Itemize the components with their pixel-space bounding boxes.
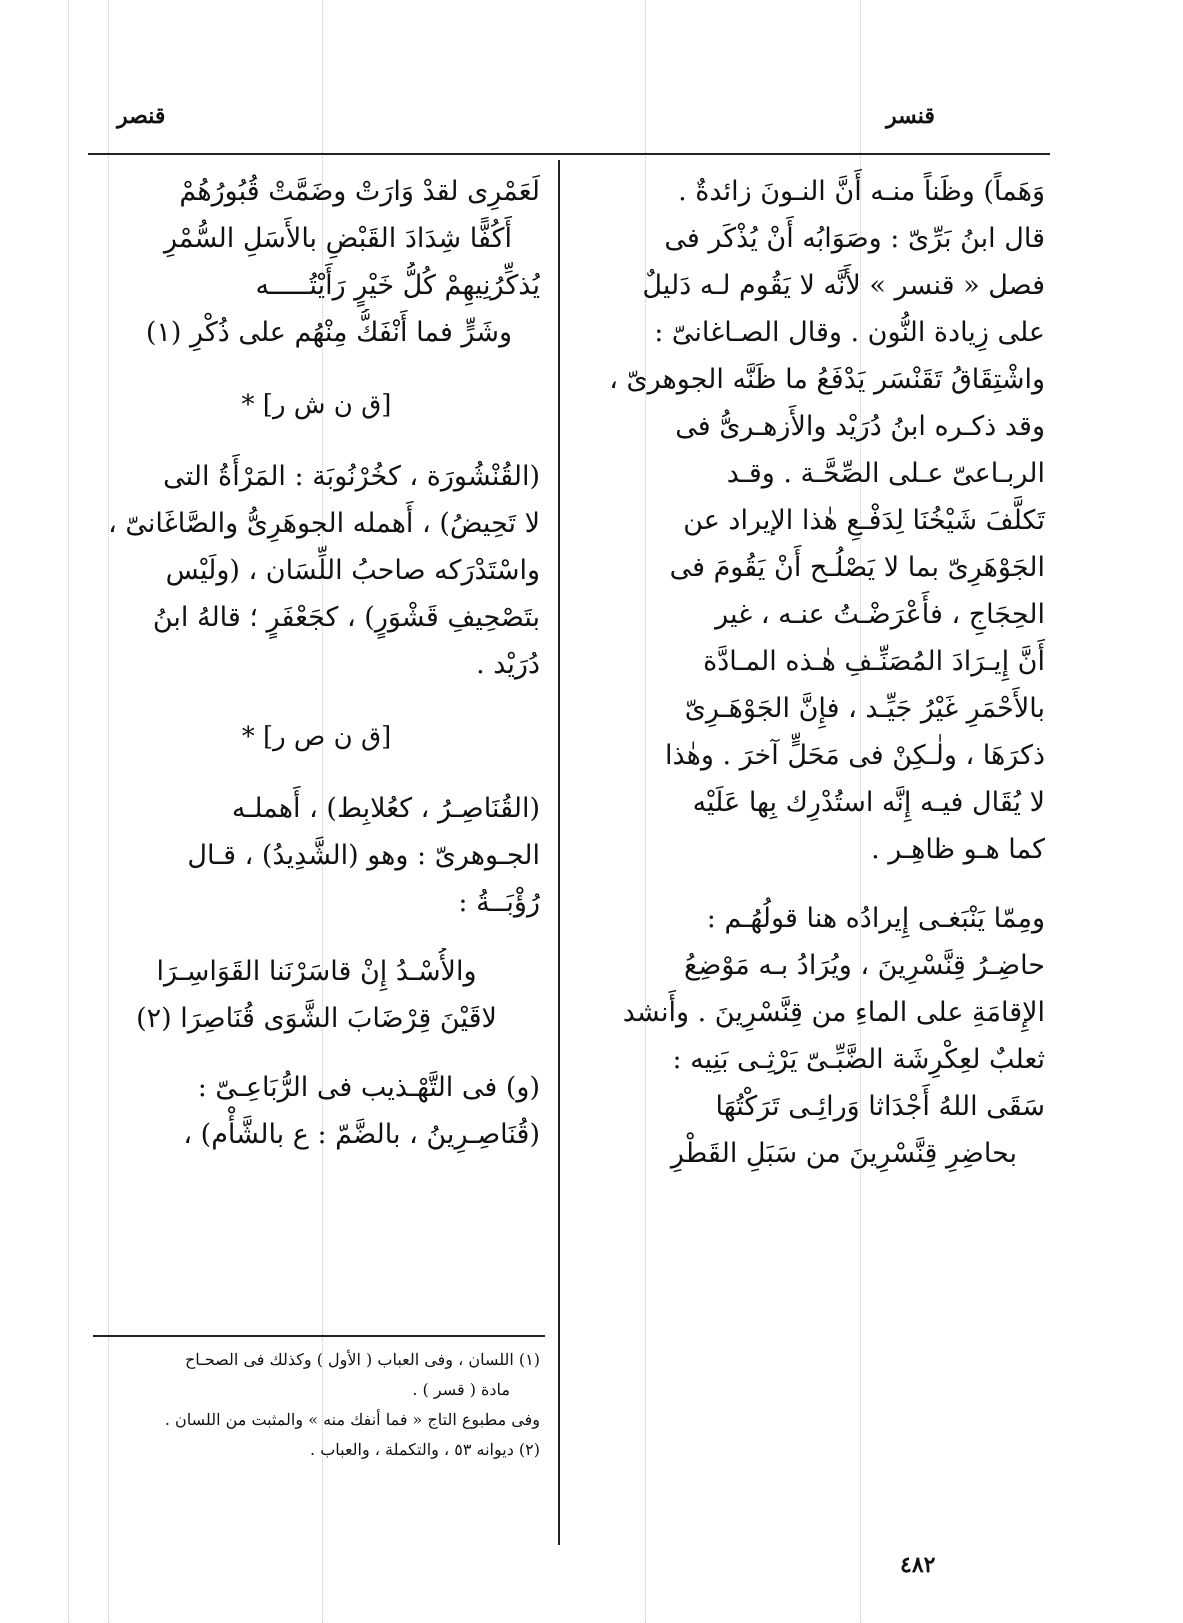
header-left-word: قنصر xyxy=(117,103,166,129)
text-line: الربـاعىّ عـلى الصِّحَّـة . وقـد xyxy=(726,458,1045,489)
text-line: لا يُقَال فيـه إِنَّه استُدْرِك بِها عَلَيْه xyxy=(692,787,1045,818)
text-line: وَهَماً) وظَناً منـه أَنَّ النـونَ زائدةٌ . xyxy=(678,176,1045,207)
text-line: بالأَحْمَرِ غَيْرُ جَيِّـد ، فإِنَّ الجَوْهَـرِىّ xyxy=(684,693,1045,724)
text-line: فصل « قنسر » لأَنَّه لا يَقُوم لـه دَليلٌ xyxy=(642,270,1045,301)
text-line: حاضِـرُ قِنَّسْرِينَ ، ويُرَادُ بـه مَوْضِعُ xyxy=(684,950,1045,981)
text-line: (و) فى التَّهْـذيب فى الرُّبَاعِـىّ : xyxy=(197,1072,540,1103)
text-line: (قُنَاصِـرِينُ ، بالضَّمّ : ع بالشَّأْم) ، xyxy=(183,1119,540,1150)
text-line: (القُنَاصِـرُ ، كعُلابِط) ، أَهملـه xyxy=(231,793,540,824)
verse-line: والأُسْـدُ إِنْ قاسَرْنَنا القَوَاسِـرَا xyxy=(156,956,477,987)
right-column xyxy=(588,168,1045,1177)
text-line: ثعلبٌ لعِكْرِشَة الضَّبِّـىّ يَرْثِـى بَنِيه : xyxy=(672,1044,1045,1075)
verse-line: سَقَى اللهُ أَجْدَاثا وَرائِـى تَرَكْتُهَا xyxy=(715,1091,1045,1122)
header-right-word: قنسر xyxy=(886,103,935,129)
text-line: على زِيادة النُّون . وقال الصـاغانىّ : xyxy=(654,317,1045,348)
text-line: دُرَيْد . xyxy=(476,649,540,680)
footnote-line: مادة ( قسر ) . xyxy=(412,1380,510,1399)
verse-line: يُذكِّرُنِيهِمْ كُلُّ خَيْرٍ رَأَيْتُـــــه xyxy=(255,270,540,301)
text-line: واسْتَدْرَكه صاحبُ اللِّسَان ، (ولَيْس xyxy=(165,555,540,586)
text-line: قال ابنُ بَرِّىّ : وصَوَابُه أَنْ يُذْكَر فى xyxy=(664,223,1045,254)
verse-line: وشَرٍّ فما أَنْفَكُّ مِنْهُم على ذُكْرِ (١) xyxy=(145,317,512,348)
text-line: الجـوهرىّ : وهو (الشَّدِيدُ) ، قـال xyxy=(187,840,540,871)
footnote-line: وفى مطبوع التاج « فما أنفك منه » والمثبت من اللسان . xyxy=(164,1410,540,1429)
text-line: كما هـو ظاهِـر . xyxy=(871,834,1045,865)
header-rule xyxy=(88,153,1050,155)
entry-heading-qnsr: [ق ن ص ر] * xyxy=(241,722,392,752)
text-line: ذكرَهَا ، ولٰـكِنْ فى مَحَلٍّ آخرَ . وهٰذا xyxy=(664,740,1045,771)
footnote-line: (٢) ديوانه ٥٣ ، والتكملة ، والعباب . xyxy=(310,1440,540,1459)
verse-line: أَكُفًّا شِدَادَ القَبْضِ بالأَسَلِ السُّمْرِ xyxy=(163,223,512,254)
text-line: الإِقامَةِ على الماءِ من قِنَّسْرِينَ . وأَنشد xyxy=(622,997,1045,1028)
text-line: ومِمّا يَنْبَغـى إِيرادُه هنا قولُهُـم : xyxy=(706,903,1045,934)
footnote-rule xyxy=(93,1335,545,1337)
text-line: الحِجَاجِ ، فأَعْرَضْـتُ عنـه ، غير xyxy=(715,599,1045,630)
verse-line: لاقَيْنَ قِرْضَابَ الشَّوَى قُنَاصِرَا (٢) xyxy=(136,1003,497,1034)
text-line: أَنَّ إِيـرَادَ المُصَنِّـفِ هٰـذه المـادَّة xyxy=(703,646,1045,677)
text-line: واشْتِقَاقُ تَقَنْسَر يَدْفَعُ ما ظَنَّه الجوهرىّ ، xyxy=(609,364,1045,395)
text-line: تَكلَّفَ شَيْخُنَا لِدَفْـعِ هٰذا الإيراد عن xyxy=(683,505,1045,536)
text-line: رُؤْبَــةُ : xyxy=(458,887,540,918)
verse-line: لَعَمْرِى لقدْ وَارَتْ وضَمَّتْ قُبُورُهُمْ xyxy=(179,176,540,207)
text-line: وقد ذكـره ابنُ دُرَيْد والأَزهـرىُّ فى xyxy=(675,411,1045,442)
text-line: الجَوْهَرِىّ بما لا يَصْلُـح أَنْ يَقُومَ فى xyxy=(669,552,1045,583)
text-line: لا تَحِيضُ) ، أَهمله الجوهَرِىُّ والصَّاغَانىّ ، xyxy=(108,508,540,539)
scan-guide-line xyxy=(68,0,69,1623)
entry-heading-qnshr: [ق ن ش ر] * xyxy=(241,390,392,420)
page-number: ٤٨٢ xyxy=(900,1552,936,1578)
footnotes xyxy=(93,1345,540,1465)
left-column xyxy=(93,168,540,1158)
column-divider xyxy=(558,160,560,1545)
footnote-line: (١) اللسان ، وفى العباب ( الأول ) وكذلك فى الصحـاح xyxy=(184,1350,540,1369)
verse-line: بحاضِرِ قِنَّسْرِينَ من سَبَلِ القَطْرِ xyxy=(670,1138,1017,1169)
text-line: بتَصْحِيفِ قَشْوَرٍ) ، كجَعْفَرٍ ؛ قالهُ ابنُ xyxy=(152,602,540,633)
text-line: (القُنْشُورَة ، كخُرْنُوبَة : المَرْأَةُ التى xyxy=(163,461,540,492)
